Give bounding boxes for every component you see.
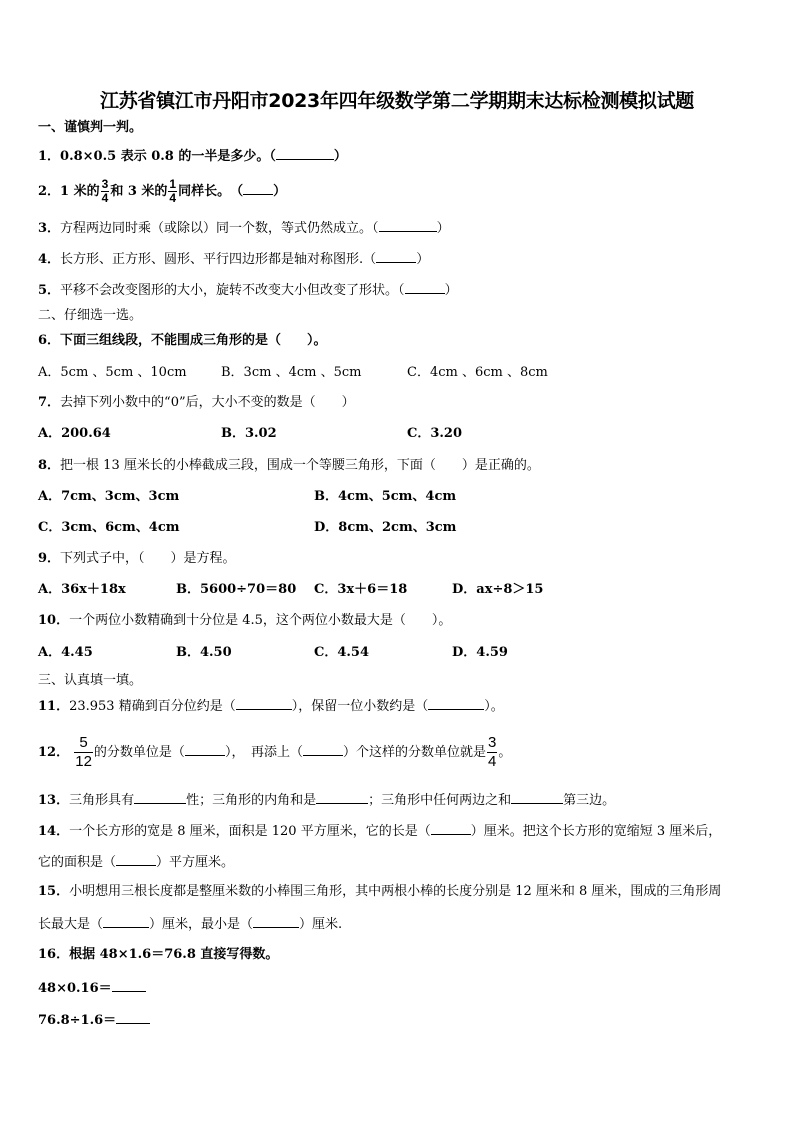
question-10 <box>38 612 451 630</box>
question-text: ）厘米，最小是（ <box>149 917 254 932</box>
question-3 <box>38 218 450 238</box>
numerator: 3 <box>487 734 497 751</box>
question-number: 7． <box>38 395 61 410</box>
question-12 <box>38 734 511 771</box>
question-14-line2 <box>38 852 234 872</box>
numerator: 5 <box>74 734 93 753</box>
question-4 <box>38 249 429 269</box>
question-16 <box>38 946 278 964</box>
question-number: 8． <box>38 458 61 473</box>
option-c[interactable]: C．4cm 、6cm 、8cm <box>407 365 548 380</box>
question-text: ），保留一位小数约是（ <box>291 699 429 714</box>
question-text: ）厘米。把这个长方形的宽缩短 3 厘米后， <box>470 824 722 839</box>
question-number: 11． <box>38 699 70 714</box>
question-number: 2． <box>38 184 61 199</box>
section-heading-judge: 一、谨慎判一判。 <box>38 120 143 135</box>
question-text: 同样长。 （ <box>178 184 244 199</box>
question-text: 性；三角形的内角和是 <box>186 793 317 808</box>
question-number: 6． <box>38 333 61 348</box>
section-heading-choose: 二、仔细选一选。 <box>38 308 143 323</box>
answer-blank[interactable] <box>316 790 368 804</box>
question-text: 下面三组线段，不能围成三角形的是（ ）。 <box>60 333 327 348</box>
question-11 <box>38 696 504 716</box>
question-16-expr1 <box>38 978 146 998</box>
question-15-line1 <box>38 883 721 901</box>
numerator: 1 <box>169 177 177 191</box>
paren-close: ） <box>444 283 458 298</box>
fraction-3-4 <box>101 178 110 205</box>
question-text: 第三边。 <box>563 793 616 808</box>
question-text: 一个长方形的宽是 8 厘米，面积是 120 平方厘米，它的长是（ <box>69 824 431 839</box>
option-a[interactable]: A．7cm、3cm、3cm <box>38 489 180 504</box>
question-text: 0.8×0.5 表示 0.8 的一半是多少。（ <box>60 149 276 164</box>
question-number: 12． <box>38 745 70 760</box>
question-14-line1 <box>38 821 721 841</box>
answer-blank[interactable] <box>253 914 299 928</box>
question-text: 根据 48×1.6＝76.8 直接写得数。 <box>69 947 279 962</box>
option-c[interactable]: C．3.20 <box>407 426 463 441</box>
option-a[interactable]: A．5cm 、5cm 、10cm <box>38 365 187 380</box>
denominator: 4 <box>169 191 177 205</box>
question-5 <box>38 280 458 300</box>
question-number: 13． <box>38 793 70 808</box>
question-text: ）， 再添上（ <box>224 745 303 760</box>
option-a[interactable]: A．36x＋18x <box>38 582 126 597</box>
question-number: 10． <box>38 613 70 628</box>
option-a[interactable]: A．4.45 <box>38 645 93 660</box>
question-text: 一个两位小数精确到十分位是 4.5，这个两位小数最大是（ ）。 <box>69 613 452 628</box>
question-7 <box>38 394 355 412</box>
question-2 <box>38 178 286 205</box>
answer-blank[interactable] <box>236 696 292 710</box>
question-text: 和 3 米的 <box>110 184 168 199</box>
denominator: 12 <box>75 753 92 770</box>
question-text: 1 米的 <box>60 184 100 199</box>
question-number: 1． <box>38 149 61 164</box>
option-a[interactable]: A．200.64 <box>38 426 111 441</box>
question-15-line2 <box>38 914 342 934</box>
question-number: 4． <box>38 252 61 267</box>
option-b[interactable]: B．5600÷70＝80 <box>176 582 297 597</box>
question-text: 去掉下列小数中的“0”后，大小不变的数是（ ） <box>60 395 355 410</box>
answer-blank[interactable] <box>112 978 146 992</box>
question-text: ）。 <box>484 699 504 714</box>
question-text: 。 <box>498 745 512 760</box>
question-text: ）平方厘米。 <box>156 855 235 870</box>
answer-blank[interactable] <box>243 181 273 195</box>
expression: 76.8÷1.6＝ <box>38 1013 117 1028</box>
page-title: 江苏省镇江市丹阳市2023年四年级数学第二学期期末达标检测模拟试题 <box>100 90 694 112</box>
question-text: ）厘米. <box>299 917 343 932</box>
option-c[interactable]: C．3x＋6＝18 <box>314 582 408 597</box>
section-heading-fill: 三、认真填一填。 <box>38 673 143 688</box>
answer-blank[interactable] <box>511 790 563 804</box>
option-b[interactable]: B．3cm 、4cm 、5cm <box>221 365 362 380</box>
answer-blank[interactable] <box>116 852 156 866</box>
question-text: 小明想用三根长度都是整厘米数的小棒围三角形，其中两根小棒的长度分别是 12 厘米和 8 厘米，围成的三角形周 <box>69 884 722 899</box>
question-text: 的分数单位是（ <box>93 745 185 760</box>
question-13 <box>38 790 615 810</box>
question-text: ）个这样的分数单位就是 <box>342 745 486 760</box>
question-number: 9． <box>38 551 61 566</box>
answer-blank[interactable] <box>185 742 225 756</box>
option-b[interactable]: B．4.50 <box>176 645 232 660</box>
option-d[interactable]: D．8cm、2cm、3cm <box>314 520 457 535</box>
question-number: 16． <box>38 947 70 962</box>
question-text: 它的面积是（ <box>38 855 117 870</box>
fraction-5-12 <box>74 734 93 771</box>
answer-blank[interactable] <box>116 1010 150 1024</box>
question-text: 长方形、正方形、圆形、平行四边形都是轴对称图形.（ <box>60 252 377 267</box>
answer-blank[interactable] <box>428 696 484 710</box>
option-b[interactable]: B．4cm、5cm、4cm <box>314 489 457 504</box>
denominator: 4 <box>101 191 109 205</box>
fraction-3-4 <box>487 734 497 771</box>
numerator: 3 <box>101 177 109 191</box>
paren-close: ） <box>436 221 450 236</box>
question-number: 14． <box>38 824 70 839</box>
answer-blank[interactable] <box>431 821 471 835</box>
paren-close: ） <box>416 252 430 267</box>
question-8 <box>38 457 540 475</box>
question-text: 平移不会改变图形的大小，旋转不改变大小但改变了形状。（ <box>60 283 405 298</box>
question-6 <box>38 332 327 350</box>
answer-blank[interactable] <box>303 742 343 756</box>
question-text: 23.953 精确到百分位约是（ <box>69 699 236 714</box>
question-text: 把一根 13 厘米长的小棒截成三段，围成一个等腰三角形，下面（ ）是正确的。 <box>60 458 540 473</box>
answer-blank[interactable] <box>376 249 416 263</box>
option-c[interactable]: C．4.54 <box>314 645 370 660</box>
answer-blank[interactable] <box>379 218 437 232</box>
question-text: 方程两边同时乘（或除以）同一个数，等式仍然成立。（ <box>60 221 379 236</box>
fraction-1-4 <box>168 178 177 205</box>
question-number: 3． <box>38 221 61 236</box>
answer-blank[interactable] <box>276 146 334 160</box>
question-1 <box>38 146 347 166</box>
question-number: 5． <box>38 283 61 298</box>
question-9 <box>38 550 236 568</box>
question-text: 下列式子中，（ ）是方程。 <box>60 551 236 566</box>
answer-blank[interactable] <box>103 914 149 928</box>
question-text: 三角形具有 <box>69 793 135 808</box>
answer-blank[interactable] <box>134 790 186 804</box>
question-text: 长最大是（ <box>38 917 104 932</box>
question-16-expr2 <box>38 1010 150 1030</box>
option-b[interactable]: B．3.02 <box>221 426 277 441</box>
denominator: 4 <box>487 753 497 770</box>
option-c[interactable]: C．3cm、6cm、4cm <box>38 520 180 535</box>
paren-close: ） <box>333 149 347 164</box>
expression: 48×0.16＝ <box>38 981 112 996</box>
answer-blank[interactable] <box>405 280 445 294</box>
option-d[interactable]: D．4.59 <box>452 645 508 660</box>
paren-close: ） <box>273 184 287 199</box>
question-number: 15． <box>38 884 70 899</box>
question-text: ；三角形中任何两边之和 <box>368 793 512 808</box>
option-d[interactable]: D．ax÷8＞15 <box>452 582 544 597</box>
